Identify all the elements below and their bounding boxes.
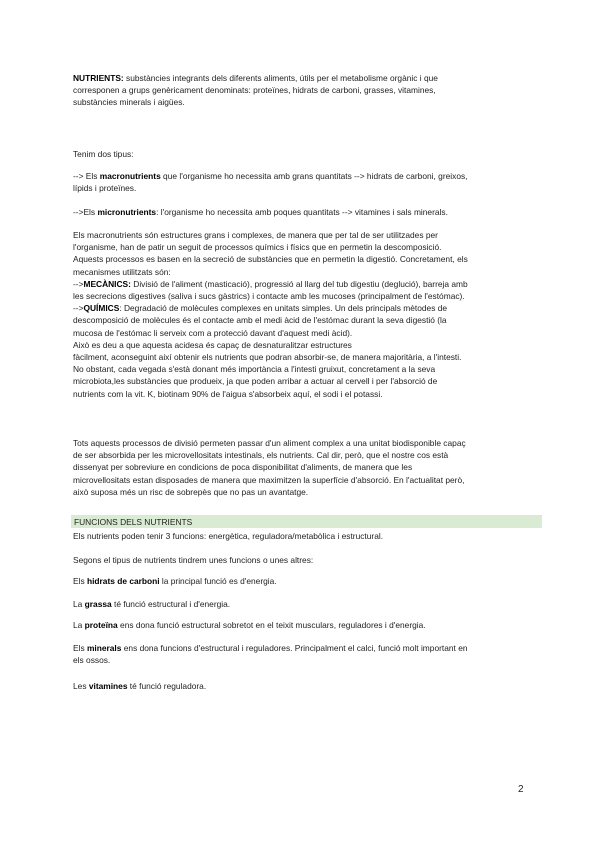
micronutrients-term: micronutrients	[97, 207, 157, 217]
protein-function: La proteïna ens dona funció estructural sobretot en el teixit musculars, reguladores i d'energia.	[73, 620, 426, 630]
mechanical-line: -->MECÀNICS: Divisió de l'aliment (masticació), progressió al llarg del tub digestiu (deglució), barreja amb	[73, 278, 468, 289]
carbs-function: Els hidrats de carboni la principal funció es d'energia.	[73, 576, 277, 586]
functions-intro: Els nutrients poden tenir 3 funcions: energètica, reguladora/metabòlica i estructural.	[73, 531, 384, 541]
types-intro: Tenim dos tipus:	[73, 149, 134, 159]
functions-intro-2: Segons el tipus de nutrients tindrem unes funcions o unes altres:	[73, 555, 314, 565]
mechanisms-paragraph: Els macronutrients són estructures grans i complexes, de manera que per tal de ser utilitzades per l'organisme, han de patir un seguit de processos químics i físics que en permetin la descomposició. Aquests processos es basen en la secreció de substàncies que en permetin la digestió. Concretament, els mecanismes utilitzats són: -->MECÀNICS: Divisió de l'aliment (masticació), progressió al llarg del tub digestiu (deglució), barreja amb les secrecions digestives (saliva i sucs gàstrics) i contacte amb les mucoses (principalment de l'estómac). -->QUÍMICS: Degradació de molècules complexes en unitats simples. Un dels principals mètodes de descomposició de molècules és el contacte amb el medi àcid de l'estómac durant la seva digestió (la mucosa de l'estómac li serveix com a protecció davant d'aquest medi àcid). Això es deu a que aquesta acidesa és capaç de desnaturalitzar estructures fàcilment, aconseguint així obtenir els nutrients que podran absorbir-se, de manera majoritària, a l'intesti. No obstant, cada vegada s'està donant més importància a l'intesti gruixut, concretament a la seva microbiota,les substàncies que produeix, ja que poden arribar a actuar al cervell i per l'absorció de nutrients com la vit. K, biotinam 90% de l'aigua s'absorbeix aquí, el sodi i el potassi.	[73, 229, 543, 400]
carbs-term: hidrats de carboni	[86, 576, 160, 586]
macronutrients-term: macronutrients	[99, 171, 161, 181]
chemical-term: QUÍMICS	[83, 303, 120, 314]
vitamins-term: vitamines	[88, 681, 128, 691]
mechanical-term: MECÀNICS:	[83, 278, 131, 289]
macronutrients-paragraph: --> Els macronutrients que l'organisme ho necessita amb grans quantitats --> hidrats de carboni, greixos, lípids i proteïnes.	[73, 171, 468, 194]
minerals-function: Els minerals ens dona funcions d'estructural i reguladores. Principalment el calci, funció molt important en els ossos.	[73, 643, 468, 666]
digestion-paragraph: Tots aquests processos de divisió permeten passar d'un aliment complex a una unitat biodisponible capaç de ser absorbida per les microvellositats intestinals, els nutrients. Cal dir, però, que el nostre cos està dissenyat per sobreviure en condicions de poca disponibilitat d'aliments, de manera que les microvellositats estan disposades de manera que maximitzen la superfície d'absorció. En l'actualitat però, això suposa més un risc de sobrepès que no pas un avantatge.	[73, 438, 466, 497]
minerals-term: minerals	[86, 643, 122, 653]
page-number: 2	[518, 784, 524, 795]
vitamins-function: Les vitamines té funció reguladora.	[73, 681, 207, 691]
section-heading: FUNCIONS DELS NUTRIENTS	[74, 517, 193, 527]
nutrients-term: NUTRIENTS:	[73, 73, 124, 83]
fat-function: La grassa té funció estructural i d'energia.	[73, 599, 231, 609]
micronutrients-paragraph: -->Els micronutrients: l'organisme ho necessita amb poques quantitats --> vitamines i sals minerals.	[73, 207, 448, 217]
fat-term: grassa	[84, 599, 112, 609]
chemical-line: -->QUÍMICS: Degradació de molècules complexes en unitats simples. Un dels principals mètodes de	[73, 303, 448, 314]
nutrients-definition: NUTRIENTS: substàncies integrants dels diferents aliments, útils per el metabolisme orgànic i que corresponen a grups genèricament denominats: proteïnes, hidrats de carboni, grasses, vitamines, substàncies minerals i aigües.	[73, 73, 438, 108]
protein-term: proteïna	[84, 620, 118, 630]
